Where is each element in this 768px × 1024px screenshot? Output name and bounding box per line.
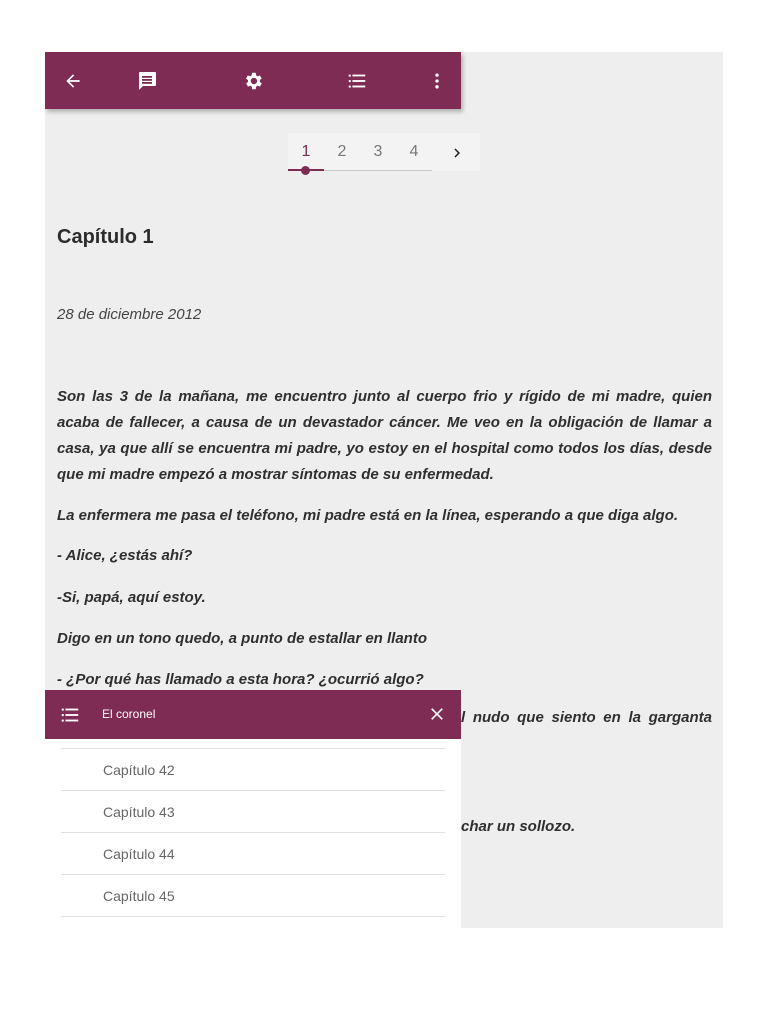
paragraph-fragment: char un sollozo.: [461, 818, 576, 835]
page-3[interactable]: 3: [373, 143, 383, 160]
comments-button[interactable]: [132, 66, 162, 96]
page-1[interactable]: 1: [301, 143, 311, 160]
chapter-list-item-label: Capítulo 43: [103, 804, 175, 820]
settings-button[interactable]: [238, 66, 268, 96]
chapter-list-button[interactable]: [342, 66, 372, 96]
chapter-drawer-header: [45, 690, 461, 739]
chapter-date: 28 de diciembre 2012: [57, 306, 202, 323]
settings-gear-icon: [242, 70, 264, 92]
chapter-list-item[interactable]: [61, 874, 445, 917]
more-options-button[interactable]: [422, 66, 452, 96]
page-2[interactable]: 2: [337, 143, 347, 160]
chapter-list-item[interactable]: [61, 832, 445, 874]
drawer-book-title: El coronel: [102, 707, 156, 721]
list-icon: [346, 70, 368, 92]
list-icon[interactable]: [59, 704, 81, 726]
paragraph: -Si, papá, aquí estoy.: [57, 589, 206, 606]
close-icon[interactable]: [427, 704, 447, 724]
more-vert-icon: [427, 71, 447, 91]
chapter-list-item[interactable]: [61, 748, 445, 790]
paragraph: Digo en un tono quedo, a punto de estallar en llanto: [57, 630, 428, 647]
chapter-list-item-label: Capítulo 45: [103, 888, 175, 904]
comment-icon: [135, 69, 159, 93]
pagination-indicator-dot: [301, 166, 310, 175]
paragraph: - Alice, ¿estás ahí?: [57, 547, 193, 564]
arrow-back-icon: [63, 71, 83, 91]
reader-toolbar: [45, 52, 461, 109]
paragraph: Son las 3 de la mañana, me encuentro junto al cuerpo frio y rígido de mi madre, quien acaba de fallecer, a causa de un devastador cáncer. Me veo en la obligación de llamar a casa, ya que allí se encuentra mi padre, yo estoy en el hospital como todos los días, desde que mi madre empezó a mostrar síntomas de su enfermedad.: [57, 388, 712, 483]
chevron-right-icon[interactable]: [448, 144, 466, 162]
chapter-list-item-label: Capítulo 44: [103, 846, 175, 862]
back-button[interactable]: [58, 66, 88, 96]
paragraph-fragment: l nudo que siento en la garganta: [461, 709, 712, 726]
chapter-title: Capítulo 1: [57, 226, 154, 248]
page-pagination: [288, 133, 480, 171]
chapter-list-item[interactable]: [61, 790, 445, 832]
paragraph: La enfermera me pasa el teléfono, mi padre está en la línea, esperando a que diga algo.: [57, 507, 679, 524]
paragraph: - ¿Por qué has llamado a esta hora? ¿ocurrió algo?: [57, 671, 424, 688]
chapter-drawer-list: [45, 739, 461, 928]
page-4[interactable]: 4: [409, 143, 419, 160]
chapter-list-item-label: Capítulo 42: [103, 762, 175, 778]
